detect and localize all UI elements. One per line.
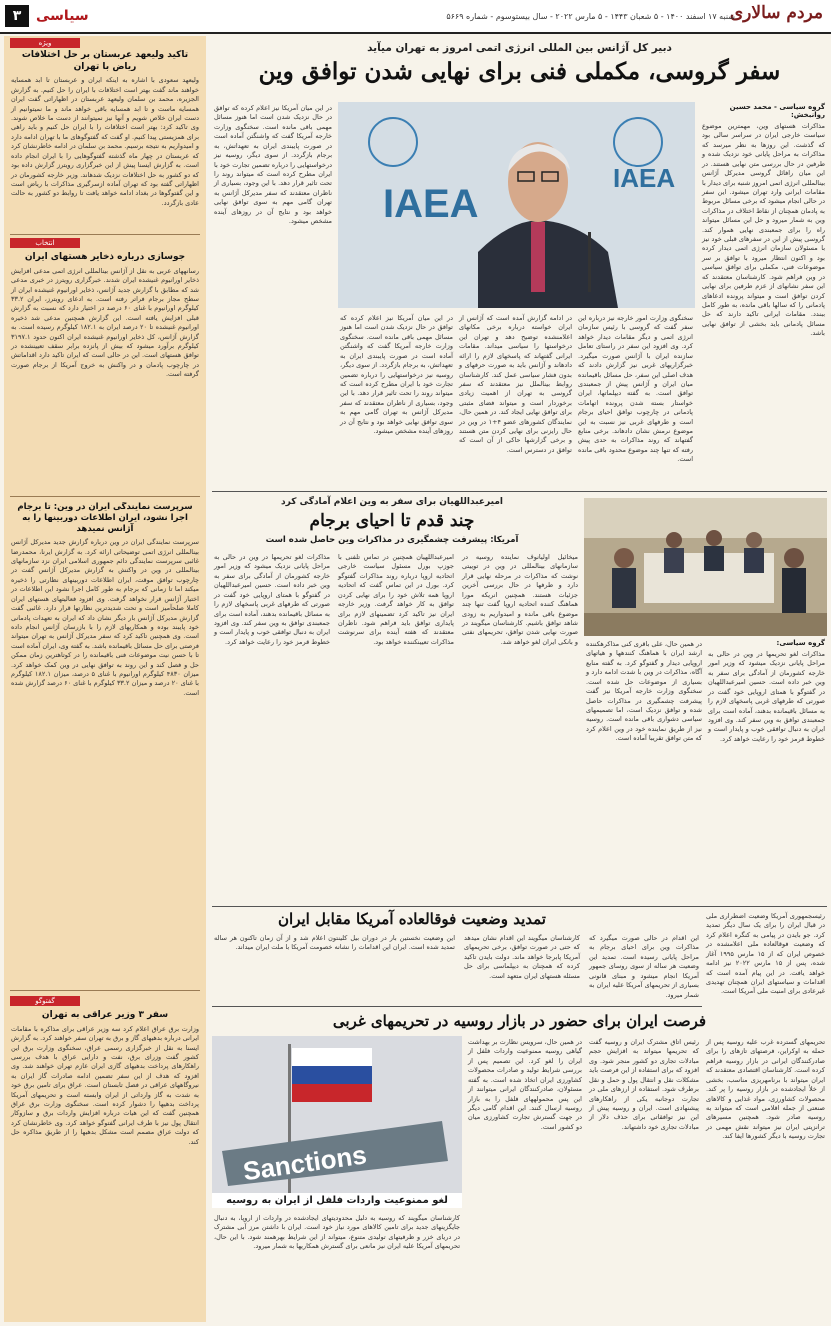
lead-column-2 xyxy=(576,312,695,488)
fourth-headline: فرصت ایران برای حضور در بازار روسیه در تحریمهای غربی xyxy=(332,1012,707,1030)
sidebar-article-3 xyxy=(4,502,206,987)
photo-caption: لغو ممنوعیت واردات فلفل از ایران به روسیه xyxy=(212,1193,462,1208)
article-title: سرپرست نمایندگی ایران در وین: تا برجام اجرا نشود، ایران اطلاعات دوربینها را به آژانس نمیدهد xyxy=(17,502,193,535)
article-text: کارشناسان میگویند این اقدام نشان میدهد که حتی در صورت توافق، برخی تحریمهای آمریکا پابرجا خواهد ماند. دولت بایدن تاکید کرده که همچنان به دیپلماسی برای حل مسئله هستهای ایران متعهد است. xyxy=(464,934,580,980)
sidebar-article-1 xyxy=(4,36,206,231)
article-body: وزارت برق عراق اعلام کرد سه وزیر عراقی برای مذاکره با مقامات ایرانی درباره بدهیهای گاز و برق به تهران سفر خواهند کرد. به گزارش ایسنا به نقل از خبرگزاری رسمی عراق، سخنگوی وزارت برق این کشور گفت وزرای برق، نفت و دارایی عراق با هدف بررسی راهکارهای پرداخت بدهیهای گازی ایران عازم تهران خواهند شد. وی افزود که هدف از این سفر تضمین ادامه صادرات گاز ایران به نیروگاههای عراقی در فصل تابستان است. عراق برای تامین برق خود به شدت به گاز وارداتی از ایران وابسته است و تحریمهای آمریکا پرداخت بدهیها را دشوار کرده است. سخنگوی وزارت برق عراق همچنین گفت که این هیات درباره افزایش واردات برق و سازوکار انتقال پول نیز با طرف ایرانی گفتوگو خواهد کرد. وی خاطرنشان کرد که دولت عراق مصمم است مشکل بدهیها را از طریق مذاکره حل کند. xyxy=(11,1024,199,1146)
lead-column-1 xyxy=(700,102,827,488)
article-text: مذاکرات هستهای وین، مهمترین موضوع سیاست خارجی ایران در سراسر سالی بود که گذشت. این روزها به نظر میرسد که مذاکرات به مراحل پایانی خود نزدیک شده و طرفین در حال بررسی متن نهایی هستند. در این میان رافائل گروسی مدیرکل آژانس بینالمللی انرژی اتمی امروز شنبه برای دیدار با مقامات ایرانی وارد تهران میشود. این سفر در حالی انجام میشود که برخی مسائل مربوط به پادمان همچنان از نقاط اختلاف در مذاکرات وین به شمار میرود و حل این مسائل میتواند راه را برای جمعبندی نهایی هموار کند. گروسی پیش از این در سفرهای قبلی خود نیز با مسئولان سازمان انرژی اتمی دیدار کرده بود و اکنون انتظار میرود با توافق بر سر موضوعات فنی، مکملی برای توافق سیاسی در وین فراهم شود. کارشناسان معتقدند که این سفر نشانهای از عزم طرفین برای نهایی کردن توافق است و میتواند پرونده ادعاهای پادمانی را که سالها باقی مانده، به طور کامل ببندد. مقامات ایرانی تاکید دارند که حل مسائل پادمانی باید بخشی از توافق نهایی باشد. xyxy=(702,122,825,338)
article-title: سفر ۳ وزیر عراقی به تهران xyxy=(41,1010,169,1020)
divider xyxy=(212,1006,702,1007)
sidebar-article-2 xyxy=(4,238,206,493)
lead-headline: سفر گروسی، مکملی فنی برای نهایی شدن توافق وین xyxy=(258,58,781,85)
third-column-4 xyxy=(212,932,457,1002)
lead-column-5 xyxy=(212,102,334,488)
article-title: تاکید ولیعهد عربستان بر حل اختلافات ریاض با تهران xyxy=(21,50,189,72)
article-text: امیرعبداللهیان همچنین در تماس تلفنی با جوزپ بورل مسئول سیاست خارجی اتحادیه اروپا درباره روند مذاکرات گفتوگو کرد. بورل در این تماس گفت که اتحادیه اروپا همه تلاش خود را برای نهایی کردن توافق به کار خواهد گرفت. وزیر خارجه ایران نیز تاکید کرد تضمینهای لازم برای پایداری توافق باید فراهم شود. ناظران معتقدند که هفته آینده برای سرنوشت مذاکرات تعیینکننده خواهد بود. xyxy=(338,553,454,646)
masthead xyxy=(0,0,831,34)
article-text: مذاکرات لغو تحریمها در وین در حالی به مراحل پایانی نزدیک میشود که وزیر امور خارجه کشورمان از آمادگی برای سفر به وین خبر داده است. حسین امیرعبداللهیان در گفتوگو با همتای اروپایی خود گفت در صورتی که طرفهای غربی پاسخهای لازم را به مسائل باقیمانده بدهند، آماده است برای جمعبندی توافق به وین سفر کند. وی افزود ایران به دنبال توافقی خوب و پایدار است و خطوط قرمز خود را رعایت خواهد کرد. xyxy=(214,553,330,646)
article-text: تحریمهای گسترده غرب علیه روسیه پس از حمله به اوکراین، فرصتهای تازهای را برای صادرکنندگان ایرانی در بازار روسیه فراهم کرده است. کارشناسان اقتصادی معتقدند که ایران میتواند با برنامهریزی مناسب، بخشی از خلأ ایجادشده در بازار روسیه را پر کند. محصولات کشاورزی، مواد غذایی و کالاهای صنعتی از جمله اقلامی است که میتواند به روسیه صادر شود. همچنین مسیرهای ترانزیتی ایران نیز میتواند نقش مهمی در تجارت روسیه با دیگر کشورها ایفا کند. xyxy=(706,1038,825,1141)
grossi-photo-illustration xyxy=(338,102,695,308)
article-text: این اقدام در حالی صورت میگیرد که مذاکرات وین برای احیای برجام به مراحل پایانی رسیده است. تمدید این وضعیت هر ساله از سوی روسای جمهور آمریکا انجام میشود و مبنای قانونی بسیاری از تحریمهای آمریکا علیه ایران به شمار میرود. xyxy=(589,934,699,999)
sanctions-sign: Sanctions xyxy=(241,1139,369,1187)
section-name: سیاسی xyxy=(36,8,89,24)
lead-column-4 xyxy=(338,312,455,488)
divider xyxy=(10,234,200,235)
fourth-column-1 xyxy=(704,1036,827,1320)
article-text: سخنگوی وزارت امور خارجه نیز درباره این سفر گفت که گروسی با رئیس سازمان انرژی اتمی و دیگر مقامات دیدار خواهد کرد. وی افزود این سفر در راستای تعامل سازنده ایران با آژانس صورت میگیرد. خبرگزاریهای غربی نیز گزارش دادند که هدف اصلی این سفر، حل مسائل باقیمانده میان ایران و آژانس پیش از جمعبندی توافق است. به گفته دیپلماتها، ایران خواستار بسته شدن پرونده اتهامات پادمانی در چارچوب توافق احیای برجام است و طرفهای غربی نیز نسبت به این موضوع نرمش نشان دادهاند. برخی منابع گفتهاند که روند مذاکرات به حدی پیش رفته که تنها چند موضوع محدود باقی مانده است. xyxy=(578,314,693,464)
byline: گروه سیاسی - محمد حسین روانبخش: xyxy=(729,103,825,119)
divider xyxy=(10,496,200,497)
second-column-5 xyxy=(212,551,332,903)
divider xyxy=(212,491,827,492)
section-tag: انتخاب xyxy=(10,238,80,248)
second-column-4 xyxy=(336,551,456,903)
fourth-column-4 xyxy=(212,1212,462,1320)
third-column-2 xyxy=(587,932,701,1002)
sidebar-article-4 xyxy=(4,996,206,1320)
article-text: در این میان آمریکا نیز اعلام کرده که توافق در حال نزدیک شدن است اما هنوز مسائل مهمی باقی مانده است. سخنگوی وزارت خارجه آمریکا گفت که واشنگتن آماده است در صورت پایبندی ایران به تعهداتش، به برجام بازگردد. از سوی دیگر، روسیه نیز درخواستهایی را درباره تضمین تجارت خود با ایران مطرح کرده است که میتواند روند را تحت تاثیر قرار دهد. با این وجود، بسیاری از ناظران معتقدند که سفر مدیرکل آژانس به تهران گامی مهم به سوی توافق نهایی خواهد بود و نتایج آن در روزهای آینده مشخص میشود. xyxy=(214,104,332,226)
second-column-1 xyxy=(706,638,827,903)
lead-overline: دبیر کل آژانس بین المللی انرژی اتمی امروز به تهران میآید xyxy=(367,42,672,54)
second-column-3 xyxy=(460,551,580,903)
article-text: در ادامه گزارش آمده است که آژانس از ایران خواسته درباره برخی مکانهای اعلامنشده توضیح دهد و تهران این درخواستها را سیاسی میداند. مقامات ایرانی گفتهاند که پاسخهای لازم را ارائه دادهاند و آژانس باید به صورت حرفهای و بدون فشار سیاسی عمل کند. کارشناسان روابط بینالملل نیز معتقدند که سفر گروسی به تهران از اهمیت زیادی برخوردار است و میتواند فضای مثبتی برای توافق نهایی ایجاد کند. در همین حال، نمایندگان کشورهای عضو ۴+۱ در وین در حال رایزنی برای نهایی کردن متن هستند و برخی گزارشها حاکی از آن است که توافق در دسترس است. xyxy=(459,314,572,454)
article-text: میخائیل اولیانوف نماینده روسیه در سازمانهای بینالمللی در وین در توییتی نوشت که مذاکرات در مرحله نهایی قرار دارد و طرفها در حال بررسی آخرین جزئیات هستند. همچنین انریکه مورا هماهنگ کننده اتحادیه اروپا گفت تنها چند موضوع باقی مانده و امیدواریم به زودی شاهد توافق باشیم. کارشناسان میگویند در صورت نهایی شدن توافق، تحریمهای نفتی و بانکی ایران لغو خواهد شد. xyxy=(462,553,578,646)
fourth-photo xyxy=(212,1036,462,1208)
article-body: سرپرست نمایندگی ایران در وین درباره گزارش جدید مدیرکل آژانس بینالمللی انرژی اتمی توضیحاتی ارائه کرد. به گزارش ایرنا، محمدرضا غائبی سرپرست نمایندگی دائم جمهوری اسلامی ایران نزد سازمانهای بینالمللی در وین در واکنش به گزارش مدیرکل آژانس گفت در چارچوب توافق موقت، ایران اطلاعات دوربینهای نظارتی را ذخیره میکند اما تا زمانی که برجام به طور کامل اجرا نشود این اطلاعات در اختیار آژانس قرار نخواهد گرفت. وی افزود فعالیتهای هستهای ایران کاملا صلحآمیز است و تحت شدیدترین نظارتها قرار دارد. غائبی گفت گزارش مدیرکل آژانس بار دیگر نشان داد که ایران به تعهدات پادمانی خود پایبند بوده و همکاریهای لازم را با بازرسان آژانس انجام داده است. وی همچنین تاکید کرد که سفر مدیرکل آژانس به تهران میتواند فرصتی برای حل مسائل باقیمانده باشد. به گفته وی، ایران آماده است تا با حسن نیت موضوعات فنی باقیمانده را در کوتاهترین زمان ممکن حل و فصل کند و این روند به توافق نهایی در وین کمک خواهد کرد. میزان ۴۸۳۰ کیلوگرم اورانیوم با غنای ۵ درصد، میزان ۱۸۲.۱ کیلوگرم با غنای ۲۰ درصد و میزان ۳۳.۲ کیلوگرم با غنای ۶۰ درصد گزارش شده است. xyxy=(11,538,199,697)
article-title: جوسازی درباره ذخایر هستهای ایران xyxy=(24,252,186,262)
third-headline: تمدید وضعیت فوقالعاده آمریکا مقابل ایران xyxy=(278,910,546,928)
second-photo xyxy=(584,498,827,636)
main-area xyxy=(212,36,827,1322)
third-column-3 xyxy=(462,932,582,1002)
article-body: رسانههای عربی به نقل از آژانس بینالمللی انرژی اتمی مدعی افزایش ذخایر اورانیوم غنیشده ایران شدند. خبرگزاری رویترز در خبری مدعی شد که مطابق با گزارش جدید آژانس، ذخایر اورانیوم غنیشده ایران از سطح مجاز برجام فراتر رفته است. به ادعای رویترز، ایران ۳۳.۲ کیلوگرم اورانیوم با غنای ۶۰ درصد در اختیار دارد که نسبت به گزارش قبلی افزایش یافته است. این گزارش همچنین مدعی شد ذخیره اورانیوم غنیشده تا ۲۰ درصد ایران به ۱۸۲.۱ کیلوگرم رسیده است. به گزارش آژانس، کل ذخایر اورانیوم غنیشده ایران اکنون حدود ۳۱۹۷.۱ کیلوگرم برآورد میشود که بیش از پانزده برابر سقف تعیینشده در توافق هستهای است. این در حالی است که ایران تاکید دارد اقداماتش در چارچوب پادمان و در واکنش به خروج آمریکا از برجام صورت گرفته است. xyxy=(11,266,199,379)
article-text: در این میان آمریکا نیز اعلام کرده که توافق در حال نزدیک شدن است اما هنوز مسائل مهمی باقی مانده است. سخنگوی وزارت خارجه آمریکا گفت که واشنگتن آماده است در صورت پایبندی ایران به تعهداتش، به برجام بازگردد. از سوی دیگر، روسیه نیز درخواستهایی را درباره تضمین تجارت خود با ایران مطرح کرده است که میتواند روند را تحت تاثیر قرار دهد. با این وجود، بسیاری از ناظران معتقدند که سفر مدیرکل آژانس به تهران گامی مهم به سوی توافق نهایی خواهد بود و نتایج آن در روزهای آینده مشخص میشود. xyxy=(340,314,453,436)
article-text: کارشناسان میگویند که روسیه به دلیل محدودیتهای ایجادشده در واردات از اروپا، به دنبال جایگزینهای جدید برای تامین کالاهای مورد نیاز خود است. ایران با داشتن مرز آبی مشترک در دریای خزر و ظرفیتهای تولیدی متنوع، میتواند از این شرایط بهرهمند شود. با این حال، تحریمهای آمریکا علیه ایران نیز مانعی برای گسترش همکاریها به شمار میرود. xyxy=(214,1214,460,1251)
second-column-2 xyxy=(584,638,704,903)
second-overline: امیرعبداللهیان برای سفر به وین اعلام آمادگی کرد xyxy=(281,497,503,507)
section-tag: ویژه xyxy=(10,38,80,48)
article-text: این وضعیت نخستین بار در دوران بیل کلینتون اعلام شد و از آن زمان تاکنون هر ساله تمدید شده است. ایران این اقدامات را نشانه خصومت آمریکا با ملت ایران میداند. xyxy=(214,934,455,952)
lead-column-3 xyxy=(457,312,574,488)
article-text: مذاکرات لغو تحریمها در وین در حالی به مراحل پایانی نزدیک میشود که وزیر امور خارجه کشورمان از آمادگی برای سفر به وین خبر داده است. حسین امیرعبداللهیان در گفتوگو با همتای اروپایی خود گفت در صورتی که طرفهای غربی پاسخهای لازم را به مسائل باقیمانده بدهند، آماده است برای جمعبندی توافق به وین سفر کند. وی افزود ایران به دنبال توافقی خوب و پایدار است و خطوط قرمز خود را رعایت خواهد کرد. xyxy=(708,650,825,743)
iaea-sign-right: IAEA xyxy=(613,163,676,193)
vienna-talks-photo-illustration xyxy=(584,498,827,636)
newspaper-logo: مردم سالاری xyxy=(729,3,823,23)
second-headline: چند قدم تا احیای برجام xyxy=(309,511,475,531)
fourth-column-2 xyxy=(587,1036,701,1320)
sanctions-photo-illustration xyxy=(212,1036,462,1208)
second-subhead: آمریکا: پیشرفت چشمگیری در مذاکرات وین حاصل شده است xyxy=(265,535,519,545)
article-body: ولیعهد سعودی با اشاره به اینکه ایران و عربستان تا ابد همسایه خواهند ماند گفت بهتر است اختلافات با ایران را حل کنیم. به گزارش الجزیره، محمد بن سلمان ولیعهد عربستان در اظهاراتی گفت ایران همسایه ماست و تا ابد همسایه باقی خواهد ماند و ما نمیتوانیم از دست ایران خلاص شویم و آنها نیز نمیتوانند از دست ما خلاص شوند. وی تاکید کرد: بهتر است اختلافات را با ایران حل کنیم و باید راهی برای همزیستی پیدا کنیم. او گفت که گفتوگوهای ما با تهران ادامه دارد و امیدواریم به نتیجه برسیم. محمد بن سلمان در ادامه خاطرنشان کرد که عربستان در چهار ماه گذشته گفتوگوهایی را با ایران انجام داده است. به گزارش ایسنا پیش از این خبرگزاری رویترز گزارش داده بود که دو کشور به حل اختلافات نزدیک شدهاند. وزیر خارجه کشورمان در اظهاراتی گفته بود که تهران آماده ازسرگیری مذاکرات با ریاض است و این گفتوگوها در بغداد ادامه خواهد یافت تا روابط دو کشور به حالت عادی بازگردد. xyxy=(11,76,199,207)
byline: گروه سیاسی: xyxy=(776,639,825,647)
divider xyxy=(212,906,827,907)
dateline: شنبه ۱۷ اسفند ۱۴۰۰ - ۵ شعبان ۱۴۴۳ - ۵ مارس ۲۰۲۲ - سال بیستوسوم - شماره ۵۶۶۹ xyxy=(446,12,735,21)
sidebar xyxy=(4,36,206,1322)
article-text: رئیسجمهوری آمریکا وضعیت اضطراری ملی در قبال ایران را برای یک سال دیگر تمدید کرد. جو بایدن در پیامی به کنگره اعلام کرد که وضعیت فوقالعاده ملی اعلامشده در خصوص ایران که از ۱۵ مارس ۱۹۹۵ آغاز شده، پس از ۱۵ مارس ۲۰۲۲ نیز ادامه خواهد یافت. در این پیام آمده است که اقدامات و سیاستهای ایران همچنان تهدیدی غیرعادی برای امنیت ملی آمریکا است. xyxy=(706,912,826,996)
page-number: ۳ xyxy=(5,5,29,27)
article-text: در همین حال، علی باقری کنی مذاکرهکننده ارشد ایران با هماهنگ کنندهها و هیاتهای اروپایی دیدار و گفتوگو کرد. به گفته منابع آگاه، مذاکرات در وین با شدت ادامه دارد و بسیاری از موضوعات حل شده است. سخنگوی وزارت خارجه آمریکا نیز گفت پیشرفت چشمگیری در مذاکرات حاصل شده و توافق نزدیک است، اما تصمیمهای سیاسی دشواری باقی مانده است. روسیه نیز از طریق نماینده خود در وین اعلام کرد که متن توافق تقریبا آماده است. xyxy=(586,640,702,743)
iaea-sign-left: IAEA xyxy=(383,182,479,226)
divider xyxy=(10,990,200,991)
section-tag: گفتوگو xyxy=(10,996,80,1006)
article-text: رئیس اتاق مشترک ایران و روسیه گفت که تحریمها میتواند به افزایش حجم مبادلات تجاری دو کشور منجر شود. وی افزود که برای استفاده از این فرصت باید مشکلات نقل و انتقال پول و حمل و نقل برطرف شود. استفاده از ارزهای ملی در تجارت دوجانبه یکی از راهکارهای پیشنهادی است. ایران و روسیه پیش از این نیز توافقاتی برای حذف دلار از مبادلات تجاری خود داشتهاند. xyxy=(589,1038,699,1131)
lead-photo xyxy=(338,102,695,308)
fourth-column-3 xyxy=(466,1036,584,1320)
article-text: در همین حال، سرویس نظارت بر بهداشت گیاهی روسیه ممنوعیت واردات فلفل از ایران را لغو کرد. این تصمیم پس از بررسی شرایط تولید و صادرات محصولات کشاورزی ایران اتخاذ شده است. به گفته مسئولان، صادرکنندگان ایرانی میتوانند از این پس محمولههای فلفل را به بازار روسیه ارسال کنند. این اقدام گامی دیگر در جهت گسترش تجارت کشاورزی میان دو کشور است. xyxy=(468,1038,582,1131)
